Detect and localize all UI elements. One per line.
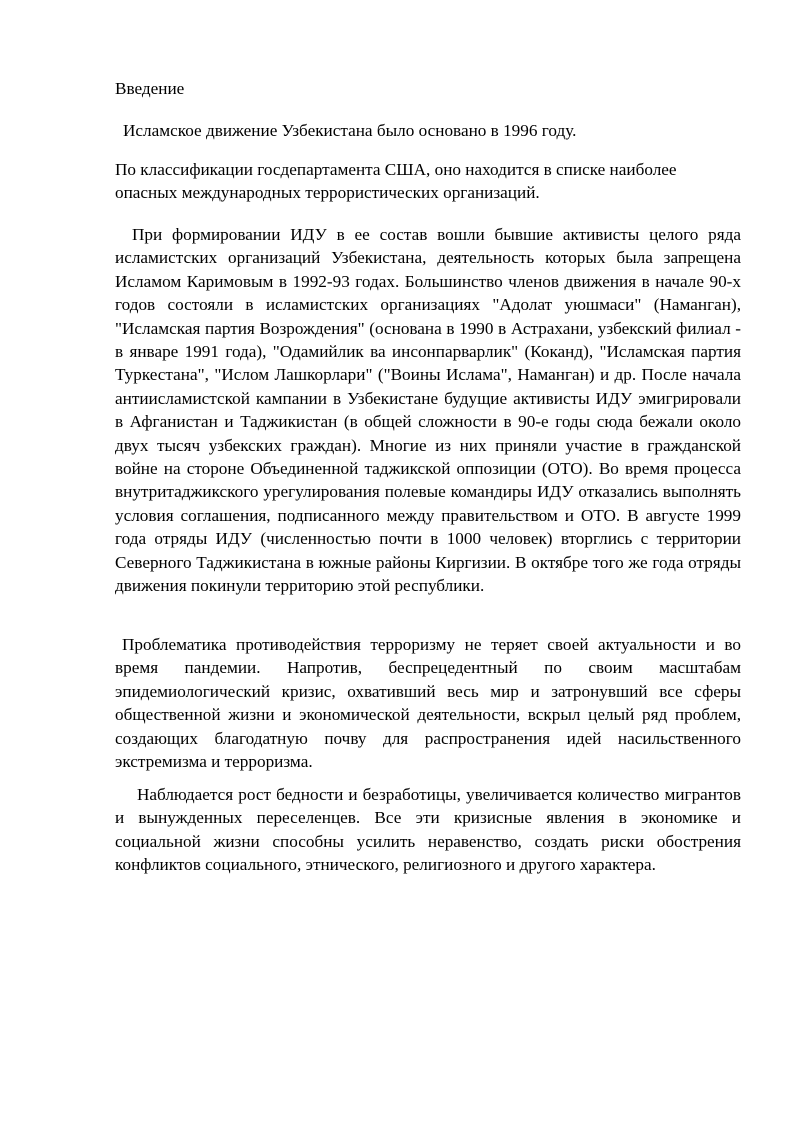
paragraph-crisis: Наблюдается рост бедности и безработицы, увеличивается количество мигрантов и вынужденных переселенцев. Все эти кризисные явления в экономике и социальной жизни способны усилить неравенство, создать риски обострения конфликтов социального, этнического, религиозного и другого характера. — [115, 785, 741, 875]
paragraph-pandemic: Проблематика противодействия терроризму не теряет своей актуальности и во время пандемии. Напротив, беспрецедентный по своим масштабам эпидемиологический кризис, охвативший весь мир и затронувший все сферы общественной жизни и экономической деятельности, вскрыл целый ряд проблем, создающих благодатную почву для распространения идей насильственного экстремизма и терроризма. — [115, 635, 741, 772]
document-heading: Введение — [115, 79, 185, 98]
paragraph-classification: По классификации госдепартамента США, оно находится в списке наиболее опасных международных террористических организаций. — [115, 160, 677, 203]
paragraph-founding: Исламское движение Узбекистана было основано в 1996 году. — [123, 121, 577, 140]
paragraph-history: При формировании ИДУ в ее состав вошли бывшие активисты целого ряда исламистских организаций Узбекистана, деятельность которых была запрещена Исламом Каримовым в 1992-93 годах. Большинство членов движения в начале 90-х годов состояли в исламистских организациях "Адолат уюшмаси" (Наманган), "Исламская партия Возрождения" (основана в 1990 в Астрахани, узбекский филиал - в январе 1991 года), "Одамийлик ва инсонпарварлик" (Коканд), "Исламская партия Туркестана", "Ислом Лашкорлари" ("Воины Ислама", Наманган) и др. После начала антиисламистской кампании в Узбекистане будущие активисты ИДУ эмигрировали в Афганистан и Таджикистан (в общей сложности в 90-е годы сюда бежали около двух тысяч узбекских граждан). Многие из них приняли участие в гражданской войне на стороне Объединенной таджикской оппозиции (ОТО). Во время процесса внутритаджикского урегулирования полевые командиры ИДУ отказались выполнять условия соглашения, подписанного между правительством и ОТО. В августе 1999 года отряды ИДУ (численностью почти в 1000 человек) вторглись с территории Северного Таджикистана в южные районы Киргизии. В октябре того же года отряды движения покинули территорию этой республики. — [115, 225, 741, 596]
